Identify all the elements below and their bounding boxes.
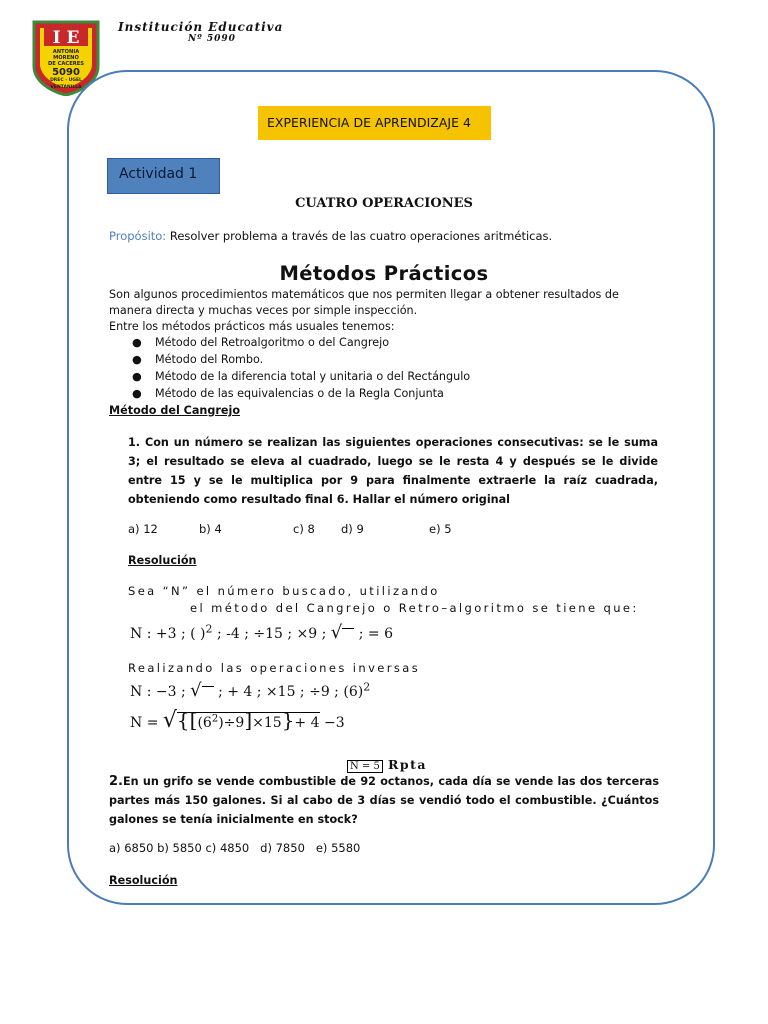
answer-box: N = 5 [347, 760, 383, 773]
method-item-2: Método del Rombo. [155, 353, 264, 366]
method-item-1: Método del Retroalgoritmo o del Cangrejo [155, 336, 390, 349]
solution-line1: Sea “N” el número buscado, utilizando [128, 584, 440, 598]
purpose-text: Resolver problema a través de las cuatro operaciones aritméticas. [169, 229, 553, 243]
logo-line1: ANTONIA [52, 49, 80, 55]
equation-3-inner-b: )÷9 [218, 715, 245, 731]
problem-1 [128, 433, 658, 509]
equation-3-lhs: N = [130, 715, 159, 731]
equation-1-part-a: N : +3 ; ( ) [130, 626, 206, 642]
problem-2-options: a) 6850 b) 5850 c) 4850 d) 7850 e) 5580 [109, 841, 361, 855]
bullet-icon: ● [132, 370, 142, 383]
problem-1-option-b: b) 4 [199, 522, 222, 536]
resolution-label: Resolución [128, 554, 197, 567]
problem-2-text: En un grifo se vende combustible de 92 octanos, cada día se vende las dos terceras partes más 150 galones. Si al cabo de 3 días se vendió todo el combustible. ¿Cuántos galones se tenía inicialmente en stock? [109, 775, 659, 826]
equation-1 [130, 622, 393, 643]
equation-2-exponent: 2 [363, 680, 371, 694]
method-item-3: Método de la diferencia total y unitaria o del Rectángulo [155, 370, 471, 383]
sqrt-icon: √ [330, 622, 343, 643]
logo-line5: VENTANILLA [50, 85, 82, 90]
logo-number: 5090 [52, 67, 80, 78]
problem-2 [109, 772, 659, 829]
school-name-heading [118, 20, 318, 44]
purpose-label: Propósito: [109, 229, 167, 243]
equation-2-part-a: N : −3 ; [130, 684, 186, 700]
equation-1-part-b: ; -4 ; ÷15 ; ×9 ; [212, 626, 327, 642]
bracket-open-icon: [ [189, 708, 198, 732]
equation-3-plus: + 4 [294, 715, 320, 731]
brace-close-icon: } [281, 708, 295, 732]
equation-3 [130, 708, 345, 733]
purpose [109, 229, 552, 243]
school-name-line1: Institución Educativa [118, 20, 284, 34]
equation-1-part-c: ; = 6 [358, 626, 393, 642]
equation-2-part-b: ; + 4 ; ×15 ; ÷9 ; (6) [218, 684, 364, 700]
problem-2-number: 2. [109, 774, 123, 789]
bullet-icon: ● [132, 336, 142, 349]
logo-line2: MORENO [53, 55, 79, 61]
brace-open-icon: { [176, 708, 190, 732]
school-name-line2: Nº 5090 [188, 34, 236, 44]
equation-2 [130, 680, 370, 701]
sqrt-icon: √ [190, 680, 202, 701]
problem-1-number: 1. [128, 436, 141, 449]
problem-1-option-a: a) 12 [128, 522, 158, 536]
intro-line1: Son algunos procedimientos matemáticos que nos permiten llegar a obtener resultados de [109, 288, 619, 301]
solution-line2: el método del Cangrejo o Retro–algoritmo se tiene que: [190, 601, 639, 615]
equation-1-exponent: 2 [205, 622, 213, 636]
problem-1-text: Con un número se realizan las siguientes operaciones consecutivas: se le suma 3; el resultado se eleva al cuadrado, luego se le resta 4 y después se le divide entre 15 y se le multiplica por 9 para finalmente extraerle la raíz cuadrada, obteniendo como resultado final 6. Hallar el número original [128, 436, 658, 506]
bracket-close-icon: ] [244, 708, 253, 732]
subheading-cangrejo: Método del Cangrejo [109, 404, 241, 417]
equation-3-inner-a: (6 [197, 715, 212, 731]
problem-1-option-c: c) 8 [293, 522, 315, 536]
logo-line3: DE CACERES [47, 61, 85, 67]
sqrt-icon: √ [162, 708, 177, 733]
equation-3-minus: −3 [323, 715, 345, 731]
intro-line2: manera directa y muchas veces por simple inspección. [109, 304, 418, 317]
methods-title: Métodos Prácticos [279, 262, 489, 285]
sqrt-overbar [202, 686, 214, 699]
solution-line3: Realizando las operaciones inversas [128, 661, 421, 675]
experience-label: EXPERIENCIA DE APRENDIZAJE 4 [258, 106, 491, 140]
equation-3-multiply: ×15 [252, 715, 282, 731]
logo-line4: DREC - UGEL [50, 78, 82, 83]
problem-1-option-d: d) 9 [341, 522, 364, 536]
answer-label: Rpta [387, 757, 427, 772]
answer [347, 754, 427, 773]
equation-3-radicand [176, 708, 320, 732]
sqrt-overbar [342, 628, 354, 641]
equation-3-inner-exponent: 2 [211, 713, 219, 725]
resolution-label-2: Resolución [109, 874, 178, 887]
section-title: CUATRO OPERACIONES [295, 196, 473, 211]
method-item-4: Método de las equivalencias o de la Regla Conjunta [155, 387, 444, 400]
logo-letters: I E [52, 28, 80, 48]
problem-1-option-e: e) 5 [429, 522, 452, 536]
bullet-icon: ● [132, 387, 142, 400]
activity-label: Actividad 1 [107, 158, 220, 194]
intro-line3: Entre los métodos prácticos más usuales tenemos: [109, 320, 395, 333]
bullet-icon: ● [132, 353, 142, 366]
